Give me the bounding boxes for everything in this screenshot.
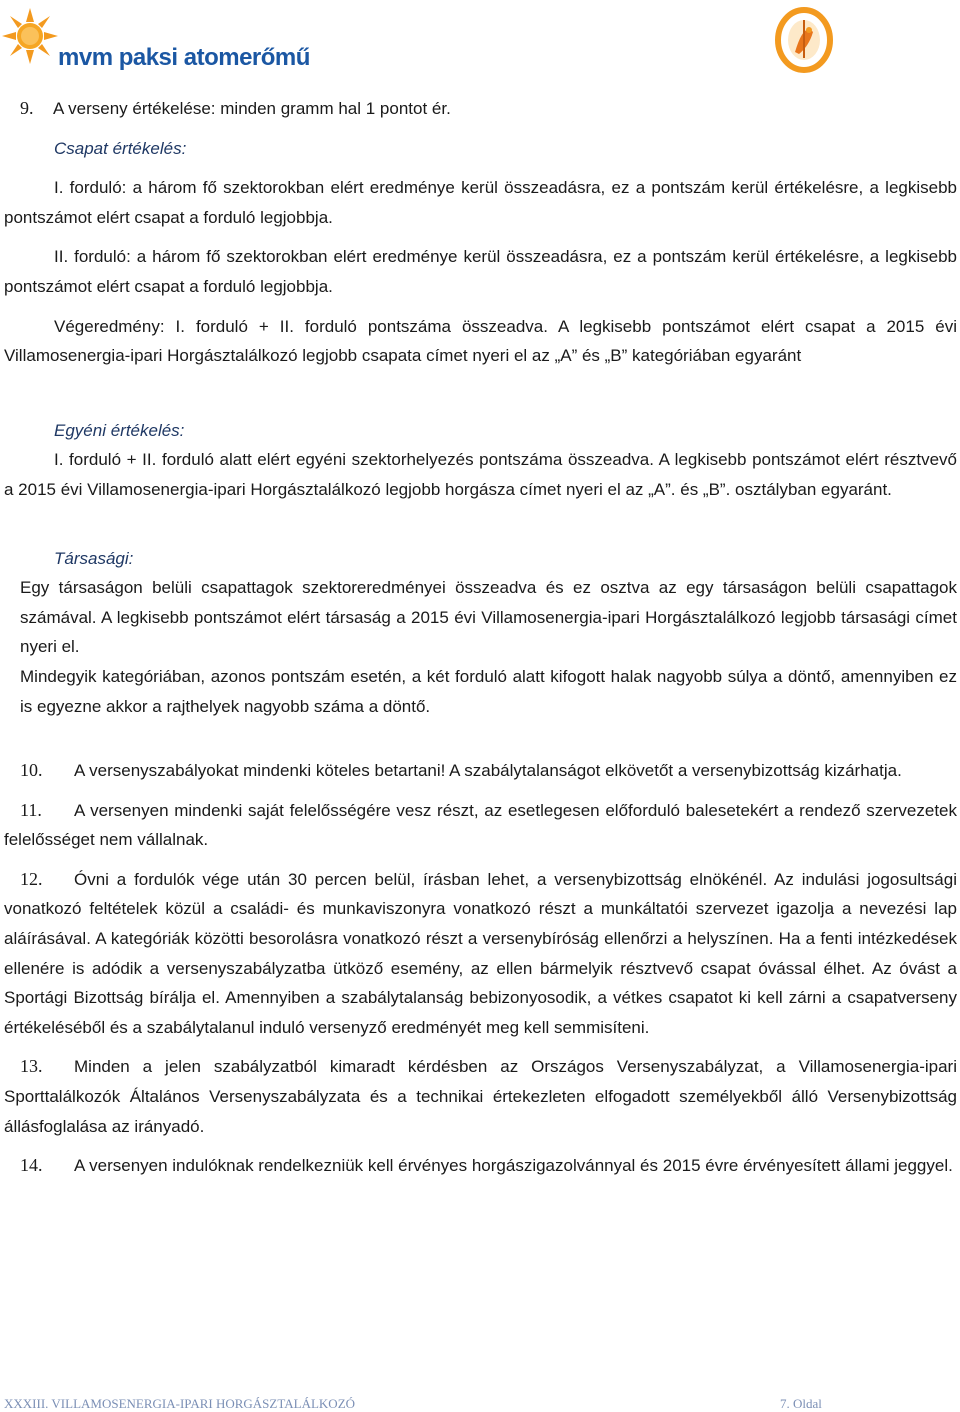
item-13	[4, 1052, 957, 1141]
item-9	[4, 94, 957, 124]
round-1-paragraph: I. forduló: a három fő szektorokban elért eredménye kerül összeadásra, ez a pontszám kerül értékelésre, a legkisebb pontszámot elért csapat a forduló legjobbja.	[4, 178, 957, 227]
individual-evaluation-paragraph: I. forduló + II. forduló alatt elért egyéni szektorhelyezés pontszáma összeadva. A legkisebb pontszámot elért résztvevő a 2015 évi Villamosenergia-ipari Horgásztalálkozó legjobb horgásza címet nyeri el az „A”. és „B”. osztályban egyaránt.	[4, 450, 957, 499]
item-14	[4, 1151, 957, 1181]
footer-event-title: XXXIII. VILLAMOSENERGIA-IPARI HORGÁSZTALÁLKOZÓ	[4, 1396, 356, 1411]
item-text: Óvni a fordulók vége után 30 percen belül, írásban lehet, a versenybizottság elnökénél. Az indulási jogosultsági vonatkozó feltételek közül a családi- és munkaviszonyra vonatkozó részt a munkáltatói szervezet igazolja a nevezési lap aláírásával. A kategóriák közötti besorolásra vonatkozó részt a versenybíróság ellenőrzi a helyszínen. Ha a fenti intézkedések ellenére is adódik a versenyszabályzatba ütköző esemény, az ellen bármelyik résztvevő csapat óvással élhet. Az óvást a Sportági Bizottság bírálja el. Amennyiben a szabálytalanság bebizonyosodik, a vétkes csapatot ki kell zárni a csapatverseny értékeléséből és a szabálytalanul induló versenyző eredményét meg kell semmisíteni.	[4, 869, 957, 1037]
item-text: Minden a jelen szabályzatból kimaradt kérdésben az Országos Versenyszabályzat, a Villamosenergia-ipari Sporttalálkozók Általános Versenyszabályzata és a technikai értekezleten elfogadott személyekből álló Versenybizottság állásfoglalása az irányadó.	[4, 1057, 957, 1136]
item-11	[4, 796, 957, 855]
item-10	[4, 756, 957, 786]
item-text: A verseny értékelése: minden gramm hal 1 pontot ér.	[53, 99, 451, 118]
item-text: A versenyen mindenki saját felelősségére vesz részt, az esetlegesen előforduló balesetekért a rendező szervezetek felelősséget nem vállalnak.	[4, 800, 957, 850]
tie-break-paragraph: Mindegyik kategóriában, azonos pontszám esetén, a két forduló alatt kifogott halak nagyobb súlya a döntő, amennyiben ez is egyezne akkor a rajthelyek nagyobb száma a döntő.	[20, 666, 957, 716]
item-number: 12.	[20, 868, 43, 889]
item-text: A versenyszabályokat mindenki köteles betartani! A szabálytalanságot elkövetőt a versenybizottság kizárhatja.	[74, 761, 902, 781]
item-number: 13.	[20, 1056, 43, 1077]
company-evaluation-paragraph: Egy társaságon belüli csapattagok szektoreredményei összeadva és ez osztva az egy társaságon belüli csapattagok számával. A legkisebb pontszámot elért társaság a 2015 évi Villamosenergia-ipari Horgásztalálkozó legjobb társasági címet nyeri el.	[20, 578, 957, 657]
item-number: 10.	[20, 760, 43, 781]
team-evaluation-heading: Csapat értékelés:	[54, 138, 187, 158]
round-2-paragraph: II. forduló: a három fő szektorokban elért eredménye kerül összeadásra, ez a pontszám kerül értékelésre, a legkisebb pontszámot elért csapat a forduló legjobbja.	[4, 247, 957, 296]
item-number: 14.	[20, 1155, 43, 1176]
final-result-paragraph: Végeredmény: I. forduló + II. forduló pontszáma összeadva. A legkisebb pontszámot elért csapat a 2015 évi Villamosenergia-ipari Horgásztalálkozó legjobb csapata címet nyeri el az „A” és „B” kategóriában egyaránt	[4, 316, 957, 366]
item-12	[4, 865, 957, 1043]
page-number: 7. Oldal	[780, 1396, 822, 1411]
brand-wordmark	[58, 44, 310, 72]
item-number: 11.	[20, 799, 42, 820]
item-text: A versenyen indulóknak rendelkezniük kell érvényes horgászigazolvánnyal és 2015 évre érvényesített állami jeggyel.	[74, 1156, 953, 1176]
brand-prefix: mvm	[58, 44, 113, 71]
item-number: 9.	[20, 98, 34, 118]
angling-association-seal-icon	[773, 2, 835, 82]
brand-name: paksi atomerőmű	[118, 44, 310, 71]
page-header	[0, 0, 960, 85]
document-body	[4, 94, 957, 1181]
individual-evaluation-heading: Egyéni értékelés:	[54, 420, 185, 440]
company-evaluation-heading: Társasági:	[54, 548, 134, 568]
